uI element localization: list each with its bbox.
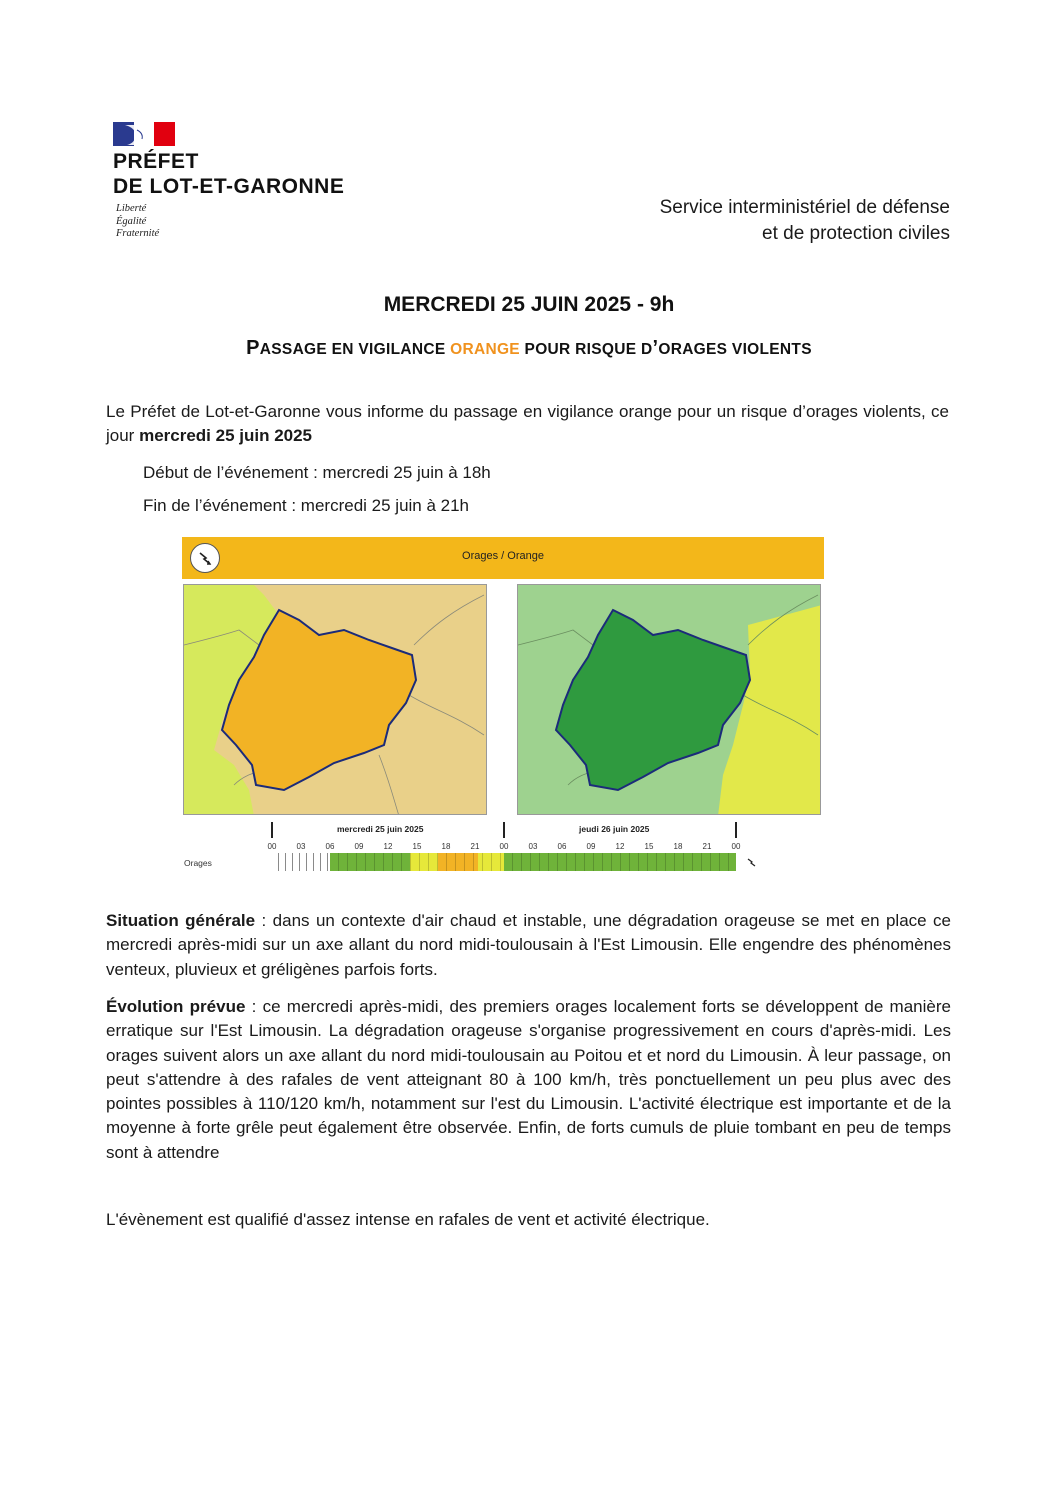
evolution-text: : ce mercredi après-midi, des premiers orages localement forts se développent de manière erratique sur l'Est Limousin. La dégradation orageuse s'organise progressivement en cours d'après-midi. Les orages suivent alors un axe allant du nord midi-toulousain au Poitou et et nord du Limousin. À leur passage, on peut s'attendre à des rafales de vent atteignant 80 à 100 km/h, très ponctuellement un peu plus avec des pointes possibles à 110/120 km/h, notamment sur l'est du Limousin. L'activité électrique est importante et de la moyenne à forte grêle peut également être observée. Enfin, de forts cumuls de pluie tombant en peu de temps sont à attendre bbox=[106, 997, 951, 1162]
timeline-tick-start bbox=[271, 822, 273, 838]
evolution-paragraph bbox=[106, 995, 951, 1165]
hour-label: 18 bbox=[673, 842, 683, 851]
situation-text: : dans un contexte d'air chaud et instable, une dégradation orageuse se met en place ce mercredi après-midi sur un axe allant du nord midi-toulousain à l'Est Limousin. Elle engendre des phénomènes venteux, pluvieux et gréligènes parfois forts. bbox=[106, 911, 951, 979]
hour-label: 06 bbox=[557, 842, 567, 851]
hour-label: 09 bbox=[354, 842, 364, 851]
prefet-title-line2: DE LOT-ET-GARONNE bbox=[113, 175, 345, 198]
title-part1: ASSAGE EN VIGILANCE bbox=[259, 341, 451, 358]
event-start: Début de l’événement : mercredi 25 juin à 18h bbox=[143, 463, 491, 482]
motto-liberte: Liberté bbox=[116, 203, 147, 214]
timeline-segment-past bbox=[272, 853, 330, 871]
hour-label: 03 bbox=[528, 842, 538, 851]
intro-date: mercredi 25 juin 2025 bbox=[139, 426, 313, 445]
title-apostrophe: ’ bbox=[652, 337, 659, 359]
intro-text: Le Préfet de Lot-et-Garonne vous informe du passage en vigilance orange pour un risque d’orages violents, ce jour bbox=[106, 402, 949, 445]
intro-paragraph bbox=[106, 400, 949, 448]
service-name bbox=[660, 195, 950, 247]
timeline-hour-grid bbox=[330, 853, 504, 871]
event-end: Fin de l’événement : mercredi 25 juin à 21h bbox=[143, 496, 470, 515]
hour-label: 00 bbox=[499, 842, 509, 851]
hour-label: 06 bbox=[325, 842, 335, 851]
hour-label: 00 bbox=[731, 842, 741, 851]
title-part2: POUR RISQUE D bbox=[519, 341, 653, 358]
map-thursday bbox=[517, 584, 821, 815]
closing-paragraph: L'évènement est qualifié d'assez intense en rafales de vent et activité électrique. bbox=[106, 1210, 710, 1229]
timeline-hour-grid bbox=[504, 853, 736, 871]
hour-label: 18 bbox=[441, 842, 451, 851]
hour-label: 21 bbox=[702, 842, 712, 851]
timeline-tick-mid bbox=[503, 822, 505, 838]
vigilance-banner-label: Orages / Orange bbox=[462, 550, 544, 562]
date-heading: MERCREDI 25 JUIN 2025 - 9h bbox=[383, 293, 675, 316]
hour-label: 15 bbox=[644, 842, 654, 851]
service-line1: Service interministériel de défense bbox=[659, 197, 950, 218]
hour-label: 00 bbox=[267, 842, 277, 851]
hour-label: 15 bbox=[412, 842, 422, 851]
hour-label: 12 bbox=[383, 842, 393, 851]
map-thursday-svg bbox=[518, 585, 821, 815]
hour-label: 12 bbox=[615, 842, 625, 851]
timeline-day1-label: mercredi 25 juin 2025 bbox=[337, 824, 424, 834]
timeline-tick-end bbox=[735, 822, 737, 838]
motto-egalite: Égalité bbox=[116, 215, 147, 227]
title-initial: P bbox=[246, 337, 260, 359]
marianne-logo bbox=[113, 122, 175, 146]
vigilance-figure bbox=[182, 537, 826, 882]
situation-label: Situation générale bbox=[106, 911, 256, 930]
timeline-row-label: Orages bbox=[184, 858, 212, 868]
map-wednesday bbox=[183, 584, 487, 815]
map-wednesday-svg bbox=[184, 585, 487, 815]
timeline-day2-label: jeudi 26 juin 2025 bbox=[579, 824, 650, 834]
title-orange-word: ORANGE bbox=[450, 341, 520, 358]
republic-motto bbox=[116, 203, 159, 241]
hour-label: 03 bbox=[296, 842, 306, 851]
motto-fraternite: Fraternité bbox=[116, 228, 160, 239]
service-line2: et de protection civiles bbox=[762, 223, 950, 244]
situation-paragraph bbox=[106, 909, 951, 982]
hour-label: 09 bbox=[586, 842, 596, 851]
evolution-label: Évolution prévue bbox=[106, 997, 246, 1016]
lightning-small-icon bbox=[746, 856, 758, 868]
title-part3: ORAGES VIOLENTS bbox=[658, 341, 812, 358]
prefet-title-line1: PRÉFET bbox=[113, 150, 199, 173]
bulletin-title bbox=[0, 337, 1058, 360]
hour-label: 21 bbox=[470, 842, 480, 851]
